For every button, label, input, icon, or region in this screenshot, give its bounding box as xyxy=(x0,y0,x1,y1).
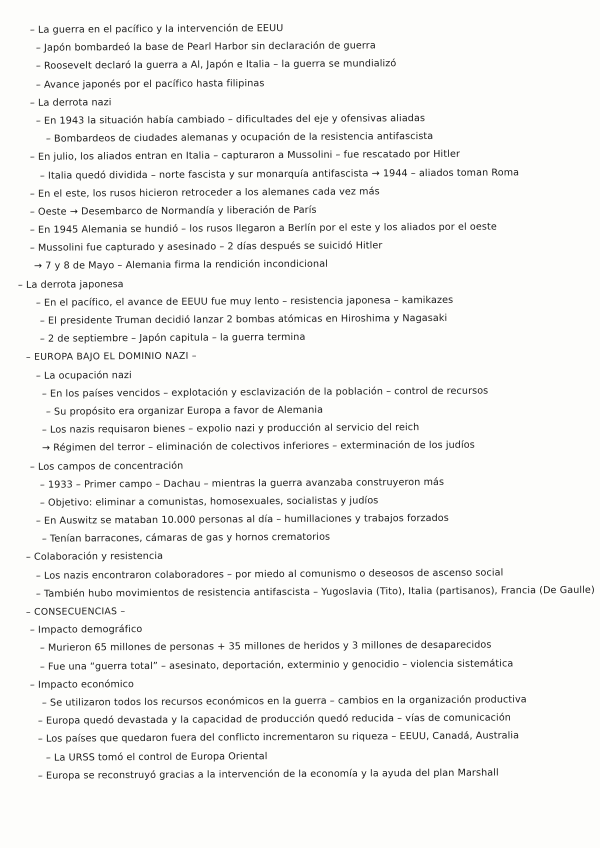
note-line: – Europa se reconstruyó gracias a la intervención de la economía y la ayuda del plan Marshall xyxy=(37,767,499,782)
handwritten-notes xyxy=(0,22,600,786)
note-line: – En Auswitz se mataban 10.000 personas al día – humillaciones y trabajos forzados xyxy=(35,512,449,527)
note-line: – Impacto demográfico xyxy=(29,624,143,636)
note-line: – En los países vencidos – explotación y esclavización de la población – control de recursos xyxy=(41,385,489,400)
section-heading: – CONSECUENCIAS – xyxy=(25,606,126,618)
note-line: – Europa quedó devastada y la capacidad de producción quedó reducida – vías de comunicación xyxy=(37,712,512,727)
note-line: – Tenían barracones, cámaras de gas y hornos crematorios xyxy=(41,531,331,545)
note-line: – Objetivo: eliminar a comunistas, homosexuales, socialistas y judíos xyxy=(39,495,379,509)
note-line: – Oeste → Desembarco de Normandía y liberación de París xyxy=(29,204,317,218)
note-line: – 2 de septiembre – Japón capitula – la guerra termina xyxy=(39,332,306,345)
note-line: – Murieron 65 millones de personas + 35 millones de heridos y 3 millones de desaparecidos xyxy=(39,639,492,655)
note-line: – La URSS tomó el control de Europa Oriental xyxy=(45,750,268,764)
note-line: – Los países que quedaron fuera del conflicto incrementaron su riqueza – EEUU, Canadá, Australia xyxy=(37,730,520,746)
note-line: – Italia quedó dividida – norte fascista y sur monarquía antifascista → 1944 – aliados toman Roma xyxy=(39,166,520,182)
note-line: – Impacto económico xyxy=(29,678,135,691)
note-line: – El presidente Truman decidió lanzar 2 bombas atómicas en Hiroshima y Nagasaki xyxy=(39,312,448,327)
note-line: – Los nazis requisaron bienes – expolio nazi y producción al servicio del reich xyxy=(41,422,420,436)
note-line: – Su propósito era organizar Europa a favor de Alemania xyxy=(45,404,324,418)
note-line: → Régimen del terror – eliminación de colectivos inferiores – exterminación de los judíos xyxy=(41,439,475,455)
note-line: – La derrota japonesa xyxy=(17,278,124,291)
note-line: – En julio, los aliados entran en Italia – capturaron a Mussolini – fue rescatado por Hitler xyxy=(29,149,461,164)
note-line: – 1933 – Primer campo – Dachau – mientras la guerra avanzaba construyeron más xyxy=(39,476,445,491)
note-line: → 7 y 8 de Mayo – Alemania firma la rendición incondicional xyxy=(33,259,328,273)
section-heading: – EUROPA BAJO EL DOMINIO NAZI – xyxy=(25,351,197,364)
note-line: – En 1943 la situación había cambiado – dificultades del eje y ofensivas aliadas xyxy=(35,112,426,127)
note-line: – Los nazis encontraron colaboradores – por miedo al comunismo o deseosos de ascenso social xyxy=(35,567,504,582)
note-line: – Bombardeos de ciudades alemanas y ocupación de la resistencia antifascista xyxy=(45,131,434,145)
note-line: – También hubo movimientos de resistencia antifascista – Yugoslavia (Tito), Italia (partisanos), Francia (De Gaulle) xyxy=(35,584,595,600)
note-line: – En el este, los rusos hicieron retroceder a los alemanes cada vez más xyxy=(29,186,380,200)
note-line: – Colaboración y resistencia xyxy=(25,551,164,564)
note-line: – Se utilizaron todos los recursos económicos en la guerra – cambios en la organización productiva xyxy=(41,694,527,709)
note-line: – La derrota nazi xyxy=(29,96,112,109)
note-line: – Avance japonés por el pacífico hasta filipinas xyxy=(35,77,265,91)
note-line: – Roosevelt declaró la guerra a Al, Japón e Italia – la guerra se mundializó xyxy=(35,58,397,73)
note-line: – Japón bombardeó la base de Pearl Harbor sin declaración de guerra xyxy=(35,40,376,54)
note-line: – En 1945 Alemania se hundió – los rusos llegaron a Berlín por el este y los aliados por el oeste xyxy=(29,221,497,236)
note-line: – En el pacífico, el avance de EEUU fue muy lento – resistencia japonesa – kamikazes xyxy=(35,294,454,309)
note-line: – La guerra en el pacífico y la intervención de EEUU xyxy=(29,23,284,36)
note-line: – Mussolini fue capturado y asesinado – 2 días después se suicidó Hitler xyxy=(29,240,383,255)
note-line: – La ocupación nazi xyxy=(35,369,132,382)
note-line: – Fue una “guerra total” – asesinato, deportación, exterminio y genocidio – violencia sistemática xyxy=(39,657,514,673)
note-line: – Los campos de concentración xyxy=(29,460,184,473)
